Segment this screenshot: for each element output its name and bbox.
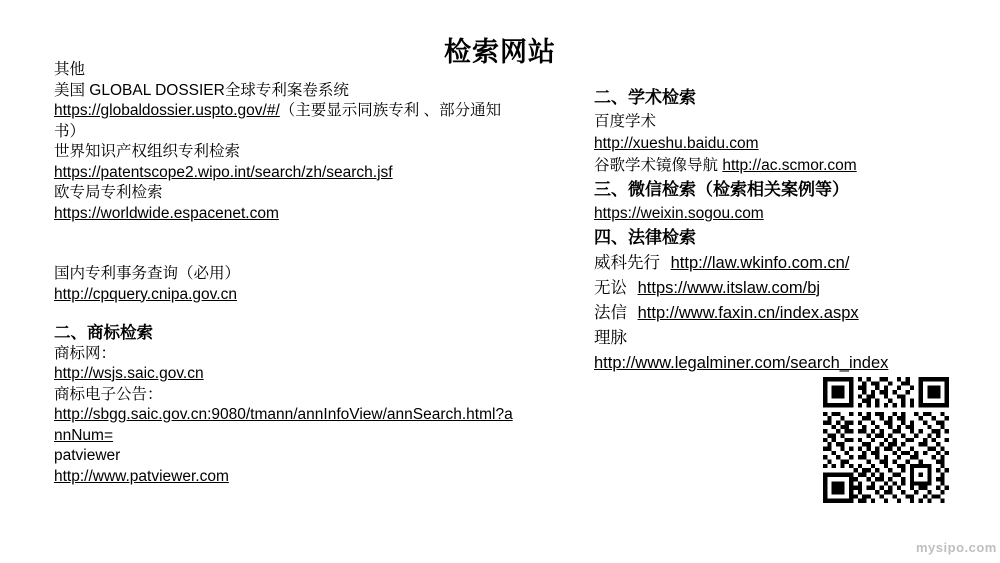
- right-item2-link[interactable]: http://ac.scmor.com: [722, 157, 857, 174]
- left-item7-link[interactable]: http://www.patviewer.com: [54, 467, 229, 485]
- right-item5-row: [594, 276, 974, 301]
- right-section2-heading: 二、学术检索: [594, 88, 696, 107]
- right-item3-row: [594, 203, 974, 225]
- left-item3-label: 欧专局专利检索: [54, 184, 163, 201]
- right-item6-row: [594, 301, 974, 326]
- right-item2-label: 谷歌学术镜像导航: [594, 157, 719, 174]
- left-item5-row: [54, 364, 514, 385]
- qr-code-icon: [823, 377, 949, 503]
- right-item7-row: [594, 351, 974, 376]
- page-title: 检索网站: [444, 37, 556, 67]
- left-item6-row: [54, 405, 514, 446]
- right-item7-link[interactable]: http://www.legalminer.com/search_index: [594, 354, 889, 372]
- left-item2-row: [54, 163, 514, 184]
- left-item1-link[interactable]: https://globaldossier.uspto.gov/#/: [54, 102, 280, 119]
- left-item5-link[interactable]: http://wsjs.saic.gov.cn: [54, 365, 204, 382]
- right-item6-link[interactable]: http://www.faxin.cn/index.aspx: [637, 304, 859, 322]
- qr-code-svg: [823, 377, 949, 503]
- right-item1-label: 百度学术: [594, 113, 657, 130]
- right-item5-link[interactable]: https://www.itslaw.com/bj: [637, 279, 821, 297]
- right-item7-label: 理脉: [594, 329, 627, 347]
- spacer-1: [54, 224, 514, 264]
- left-item1-label: 美国 GLOBAL DOSSIER全球专利案卷系统: [54, 81, 349, 99]
- left-item7-row: [54, 467, 514, 488]
- left-section-other-label: 其他: [54, 61, 86, 78]
- left-item3-link[interactable]: https://worldwide.espacenet.com: [54, 204, 279, 222]
- left-item1-note: （主要显示同族专利 、部分通知书）: [54, 102, 502, 140]
- left-section2-heading: 二、商标检索: [54, 324, 153, 342]
- right-column: [594, 85, 974, 376]
- right-item1-link[interactable]: http://xueshu.baidu.com: [594, 135, 759, 152]
- right-item2-row: [594, 155, 974, 177]
- right-item6-label: 法信: [594, 304, 627, 322]
- left-item2-label: 世界知识产权组织专利检索: [54, 143, 241, 160]
- right-item4-label: 威科先行: [594, 254, 660, 272]
- left-item6-label: 商标电子公告：: [54, 385, 163, 403]
- right-item4-link[interactable]: http://law.wkinfo.com.cn/: [670, 254, 850, 272]
- right-section3-heading: 三、微信检索（检索相关案例等）: [594, 180, 849, 199]
- left-item1-row: [54, 101, 514, 142]
- left-item7-label: patviewer: [54, 447, 121, 464]
- left-item3-row: [54, 204, 514, 225]
- left-item4-link[interactable]: http://cpquery.cnipa.gov.cn: [54, 285, 237, 303]
- right-item4-row: [594, 251, 974, 276]
- spacer-2: [54, 305, 514, 323]
- right-item5-label: 无讼: [594, 279, 627, 297]
- right-item3-link[interactable]: https://weixin.sogou.com: [594, 205, 764, 222]
- left-item2-link[interactable]: https://patentscope2.wipo.int/search/zh/search.jsf: [54, 163, 393, 181]
- left-item6-link[interactable]: http://sbgg.saic.gov.cn:9080/tmann/annInfoView/annSearch.html?annNum=: [54, 406, 513, 444]
- right-item1-row: [594, 133, 974, 155]
- right-section4-heading: 四、法律检索: [594, 228, 696, 247]
- left-item4-label: 国内专利事务查询（必用）: [54, 265, 241, 282]
- watermark-text: mysipo.com: [916, 540, 997, 555]
- left-item4-row: [54, 285, 514, 306]
- left-column: [54, 60, 514, 487]
- left-item5-label: 商标网：: [54, 344, 117, 362]
